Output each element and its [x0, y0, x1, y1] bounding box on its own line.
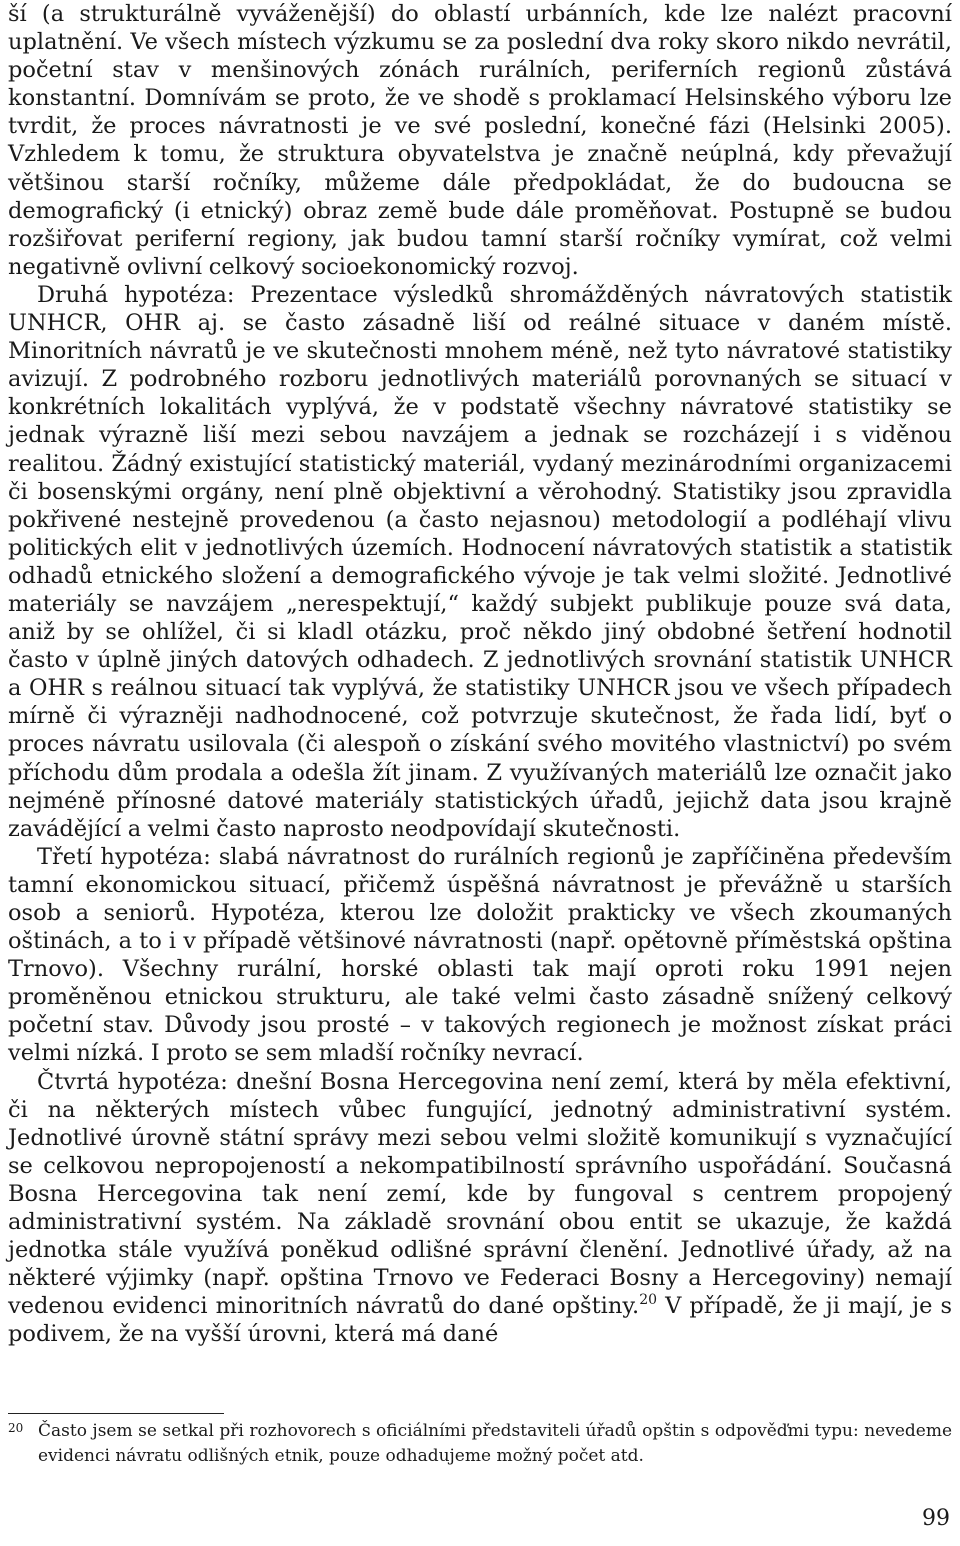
body-text — [8, 0, 952, 1349]
page-number: 99 — [922, 1506, 950, 1531]
footnote-reference[interactable]: 20 — [639, 1292, 658, 1309]
paragraph-hypothesis-2: Druhá hypotéza: Prezentace výsledků shromážděných návratových statistik UNHCR, OHR aj. se často zásadně liší od reálné situace v daném místě. Minoritních návratů je ve skutečnosti mnohem méně, než tyto návratové statistiky avizují. Z podrobného rozboru jednotlivých materiálů porovnaných se situací v konkrétních lokalitách vyplývá, že v podstatě všechny návratové statistiky se jednak výrazně liší mezi sebou navzájem a jednak se rozcházejí i s viděnou realitou. Žádný existující statistický materiál, vydaný mezinárodními organizacemi či bosenskými orgány, není plně objektivní a věrohodný. Statistiky jsou zpravidla pokřivené nestejně provedenou (a často nejasnou) metodologií a podléhají vlivu politických elit v jednotlivých územích. Hodnocení návratových statistik a statistik odhadů etnického složení a demografického vývoje je tak velmi složité. Jednotlivé materiály se navzájem „nerespektují,“ každý subjekt publikuje pouze svá data, aniž by se ohlížel, či si kladl otázku, proč někdo jiný obdobné šetření hodnotil často v úplně jiných datových odhadech. Z jednotlivých srovnání statistik UNHCR a OHR s reálnou situací tak vyplývá, že statistiky UNHCR jsou ve všech případech mírně či výrazněji nadhodnocené, což potvrzuje skutečnost, že řada lidí, byť o proces návratu usilovala (či alespoň o získání svého movitého vlastnictví) po svém příchodu dům prodala a odešla žít jinam. Z využívaných materiálů lze označit jako nejméně přínosné datové materiály statistických úřadů, jejichž data jsou krajně zavádějící a velmi často naprosto neodpovídají skutečnosti. — [8, 281, 952, 842]
footnote-number: 20 — [8, 1421, 24, 1435]
paragraph-hypothesis-3: Třetí hypotéza: slabá návratnost do rurálních regionů je zapříčiněna především tamní ekonomickou situací, přičemž úspěšná návratnost je převážně u starších osob a seniorů. Hypotéza, kterou lze doložit prakticky ve všech zkoumaných oštinách, a to i v případě většinové návratnosti (např. opětovně příměstská opština Trnovo). Všechny rurální, horské oblasti tak mají oproti roku 1991 nejen proměněnou etnickou strukturu, ale také velmi často zásadně snížený celkový početní stav. Důvody jsou prosté – v takových regionech je možnost získat práci velmi nízká. I proto se sem mladší ročníky nevrací. — [8, 843, 952, 1067]
paragraph-hypothesis-4 — [8, 1068, 952, 1349]
footnote-divider — [8, 1413, 224, 1414]
footnote — [8, 1419, 952, 1469]
footnote-text: Často jsem se setkal při rozhovorech s oficiálními představiteli úřadů opštin s odpověďmi typu: nevedeme evidenci návratu odlišných etnik, pouze odhadujeme možný počet atd. — [38, 1421, 952, 1466]
document-page — [8, 0, 952, 1546]
paragraph-hypothesis-4-tail: V případě, že ji mají, je s podivem, že na vyšší úrovni, která má dané — [8, 1293, 952, 1348]
paragraph-hypothesis-4-text: Čtvrtá hypotéza: dnešní Bosna Hercegovina není zemí, která by měla efektivní, či na některých místech vůbec fungující, jednotný administrativní systém. Jednotlivé úrovně státní správy mezi sebou velmi složitě komunikují s vyznačující se celkovou nepropojeností a nekompatibilností správního uspořádání. Současná Bosna Hercegovina tak není zemí, kde by fungoval s centrem propojený administrativní systém. Na základě srovnání obou entit se ukazuje, že každá jednotka stále využívá poněkud odlišné správní členění. Jednotlivé úřady, až na některé výjimky (např. opština Trnovo ve Federaci Bosny a Hercegoviny) nemají vedenou evidenci minoritních návratů do dané opštiny. — [8, 1068, 952, 1320]
paragraph-continued: ší (a strukturálně vyváženější) do oblastí urbánních, kde lze nalézt pracovní uplatnění. Ve všech místech výzkumu se za poslední dva roky skoro nikdo nevrátil, početní stav v menšinových zónách rurálních, periferních regionů zůstává konstantní. Domnívám se proto, že ve shodě s proklamací Helsinského výboru lze tvrdit, že proces návratnosti je ve své poslední, konečné fázi (Helsinki 2005). Vzhledem k tomu, že struktura obyvatelstva je značně neúplná, kdy převažují většinou starší ročníky, můžeme dále předpokládat, že do budoucna se demografický (i etnický) obraz země bude dále proměňovat. Postupně se budou rozšiřovat periferní regiony, jak budou tamní starší ročníky vymírat, což velmi negativně ovlivní celkový socioekonomický rozvoj. — [8, 1, 952, 280]
